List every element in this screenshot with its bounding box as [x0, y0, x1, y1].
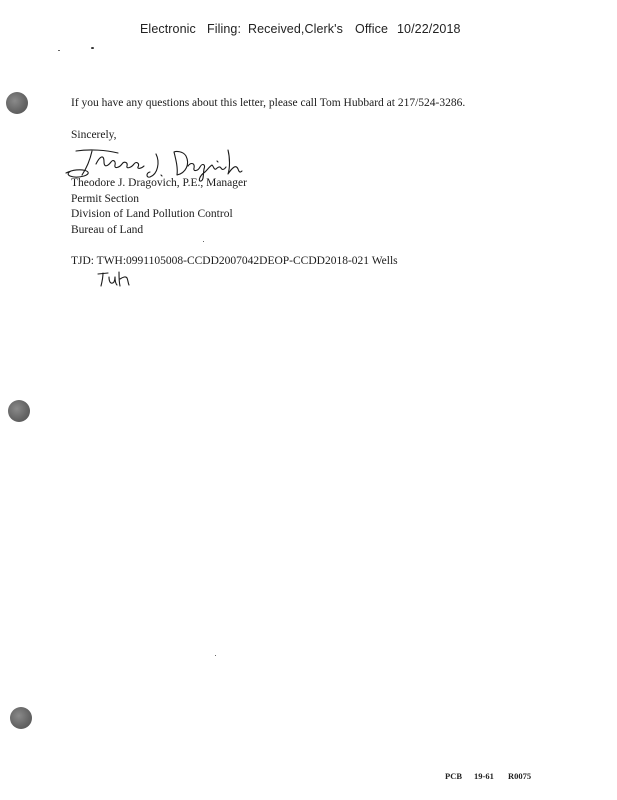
filing-stamp-header [0, 22, 617, 42]
scan-speck [58, 50, 60, 51]
bureau-name: Bureau of Land [71, 224, 144, 236]
header-received-clerks: Received,Clerk's [248, 22, 343, 36]
scan-speck [203, 241, 204, 242]
signer-name-title: Theodore J. Dragovich, P.E., Manager [71, 177, 247, 189]
handwritten-signature [58, 142, 248, 182]
scan-speck [91, 47, 94, 49]
footer-pcb: PCB [445, 771, 462, 781]
section-name: Permit Section [71, 193, 140, 205]
division-name: Division of Land Pollution Control [71, 208, 233, 220]
header-filing: Filing: [207, 22, 242, 36]
footer-case-number: 19-61 [474, 771, 494, 781]
punch-hole [8, 400, 30, 422]
header-office: Office [355, 22, 389, 36]
punch-hole [6, 92, 28, 114]
header-electronic: Electronic [140, 22, 196, 36]
reference-line: TJD: TWH:0991105008-CCDD2007042DEOP-CCDD2018-021 Wells [71, 255, 398, 267]
scan-speck [215, 655, 216, 656]
handwritten-initials [96, 270, 132, 288]
header-date: 10/22/2018 [397, 22, 461, 36]
punch-hole [10, 707, 32, 729]
closing-salutation: Sincerely, [71, 129, 117, 141]
questions-paragraph: If you have any questions about this letter, please call Tom Hubbard at 217/524-3286. [71, 97, 466, 109]
footer-record-page: R0075 [508, 771, 532, 781]
